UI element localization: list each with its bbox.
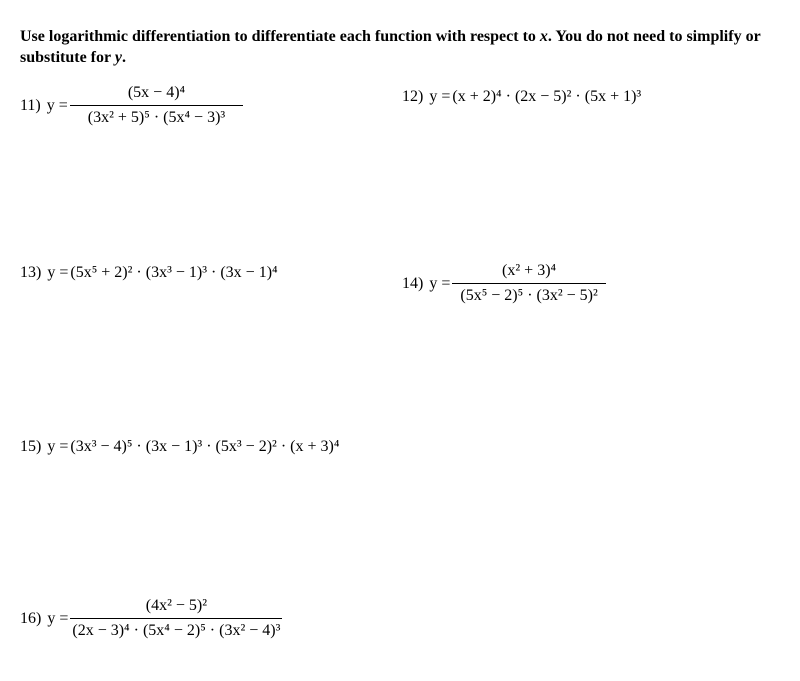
problem-number: 16) [20, 609, 42, 627]
denominator: (5x⁵ − 2)⁵ · (3x² − 5)² [452, 283, 605, 305]
problem-number: 11) [20, 96, 41, 114]
instructions-var-x: x [539, 28, 548, 45]
problem-12 [402, 88, 641, 106]
problem-lhs: y = [429, 274, 451, 292]
problem-lhs: y = [47, 609, 69, 627]
expression: (5x⁵ + 2)² · (3x³ − 1)³ · (3x − 1)⁴ [70, 264, 278, 281]
problem-number: 15) [20, 438, 42, 455]
problem-number: 13) [20, 264, 42, 281]
problem-lhs: y = [47, 264, 69, 281]
instructions-part2: . You do not need to simplify or substitute for [20, 28, 761, 66]
numerator: (4x² − 5)² [145, 597, 208, 614]
problem-lhs: y = [429, 88, 451, 105]
problem-lhs: y = [47, 438, 69, 455]
problem-16 [20, 597, 282, 640]
instructions [20, 26, 790, 68]
instructions-part3: . [121, 49, 126, 66]
problem-11 [20, 84, 243, 127]
instructions-part1: Use logarithmic differentiation to differentiate each function with respect to [20, 28, 540, 45]
expression: (x + 2)⁴ · (2x − 5)² · (5x + 1)³ [452, 88, 642, 105]
fraction [452, 262, 605, 305]
problem-number: 14) [402, 274, 424, 292]
numerator: (x² + 3)⁴ [502, 262, 557, 279]
instructions-var-y: y [114, 49, 122, 66]
fraction [70, 597, 282, 640]
expression: (3x³ − 4)⁵ · (3x − 1)³ · (5x³ − 2)² · (x + 3)⁴ [70, 438, 340, 455]
problem-14 [402, 262, 606, 305]
denominator: (3x² + 5)⁵ · (5x⁴ − 3)³ [70, 105, 243, 127]
numerator: (5x − 4)⁴ [127, 84, 186, 101]
problem-number: 12) [402, 88, 424, 105]
problem-lhs: y = [46, 96, 68, 114]
denominator: (2x − 3)⁴ · (5x⁴ − 2)⁵ · (3x² − 4)³ [70, 618, 282, 640]
fraction [70, 84, 243, 127]
problem-13 [20, 264, 278, 282]
problem-15 [20, 438, 339, 456]
